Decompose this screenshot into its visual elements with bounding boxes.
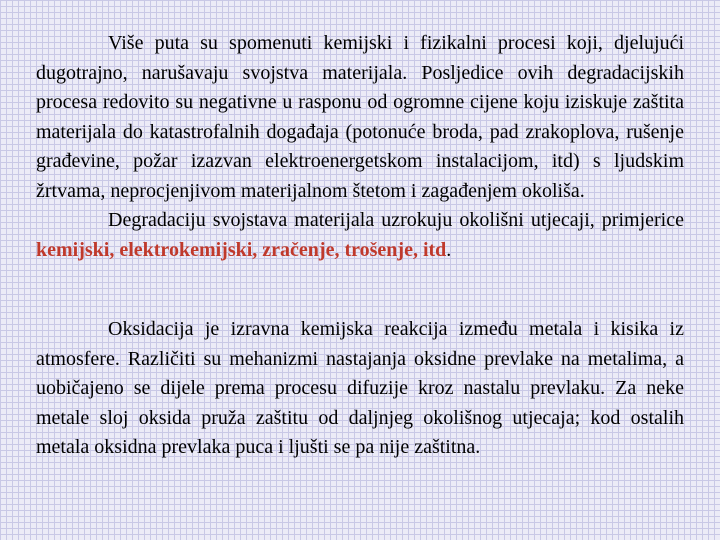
- influences-text: Degradaciju svojstava materijala uzrokuju okolišni utjecaji, primjerice: [108, 209, 684, 231]
- influences-period: .: [446, 238, 452, 261]
- influences-highlight: kemijski, elektrokemijski, zračenje, trošenje, itd: [36, 238, 447, 261]
- oxidation-paragraph: Oksidacija je izravna kemijska reakcija između metala i kisika iz atmosfere. Različiti su mehanizmi nastajanja oksidne prevlake na metalima, a uobičajeno se dijele prema procesu difuzije kroz nastalu prevlaku. Za neke metale sloj oksida pruža zaštitu od daljnjeg okolišnog utjecaja; kod ostalih metala oksidna prevlaka puca i ljušti se pa nije zaštitna.: [36, 318, 684, 458]
- degradation-paragraph: Više puta su spomenuti kemijski i fizikalni procesi koji, djelujući dugotrajno, narušavaju svojstva materijala. Posljedice ovih degradacijskih procesa redovito su negativne u rasponu od ogromne cijene koju iziskuje zaštita materijala do katastrofalnih događaja (potonuće broda, pad zrakoplova, rušenje građevine, požar izazvan elektroenergetskom instalacijom, itd) s ljudskim žrtvama, neprocjenjivom materijalnom štetom i zagađenjem okoliša.: [36, 32, 684, 202]
- degradation-text-block: [36, 29, 684, 265]
- environmental-influences-paragraph: [36, 206, 684, 265]
- oxidation-text-block: [36, 315, 684, 463]
